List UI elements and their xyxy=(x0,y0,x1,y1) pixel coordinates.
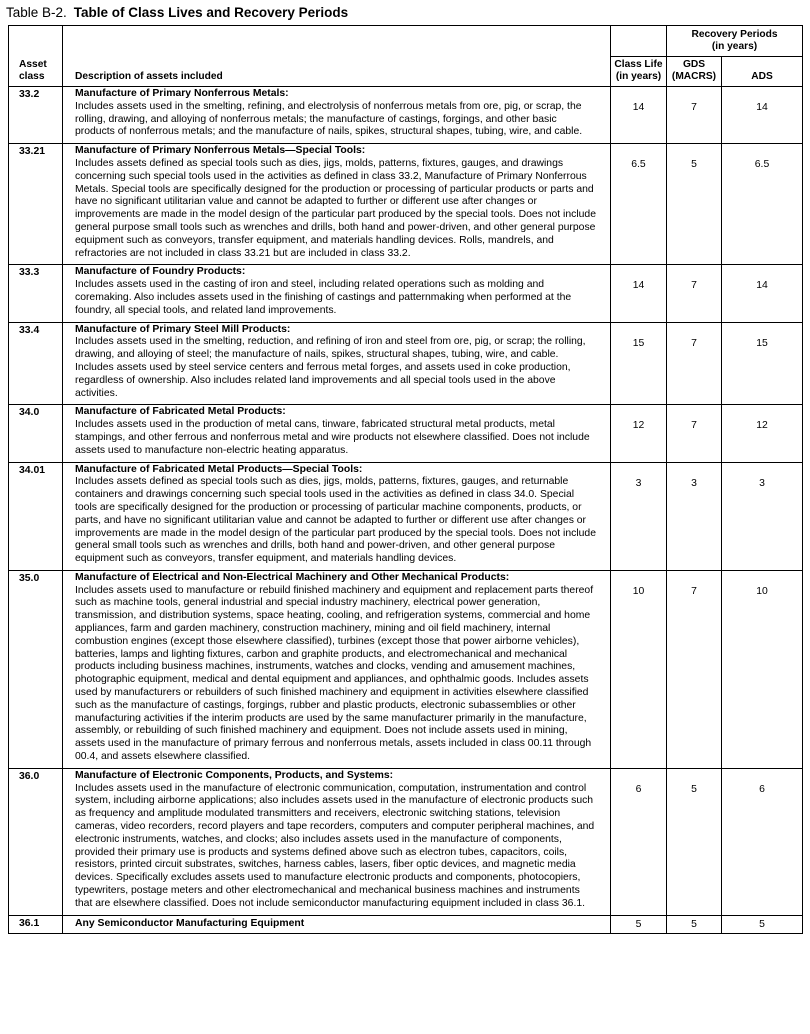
asset-description: Includes assets defined as special tools such as dies, jigs, molds, patterns, fixtures, gauges, and drawings concerning such special tools used in the activities as defined in class 33.2, Manufacture of Primary Nonferrous Metals. Special tools are specifically designed for the production or processing of particular products or parts and have no significant utilitarian value and cannot be adapted to further or different use after changes or improvements are made in the model design of the particular part produced by the special tools. Does not include general purpose small tools such as wrenches and drills, both hand and power-driven, and other general purpose equipment such as conveyors, transfer equipment, and materials handling devices. Rolls, mandrels, and refractories are not included in class 33.21 but are included in class 33.2. xyxy=(75,157,596,259)
class-life-cell: 6 xyxy=(611,768,667,915)
description-cell xyxy=(63,570,611,768)
class-life-cell: 14 xyxy=(611,265,667,322)
asset-class-header-line2: class xyxy=(19,71,45,82)
table-title xyxy=(6,5,810,21)
asset-description: Includes assets used in the smelting, reduction, and refining of iron and steel from ore, pig, or scrap; the rolling, drawing, and alloying of steel; the manufacture of nails, spikes, structural shapes, tubing, wire, and cable. Includes assets used by steel service centers and ferrous metal forges, and assets used in coke production, regardless of ownership. Also includes related land improvements and all special tools used in the above activities. xyxy=(75,336,586,399)
asset-title: Any Semiconductor Manufacturing Equipment xyxy=(75,917,305,929)
class-life-cell: 6.5 xyxy=(611,144,667,265)
ads-cell: 3 xyxy=(722,462,803,570)
recovery-periods-header-line2: (in years) xyxy=(711,41,758,52)
ads-cell: 14 xyxy=(722,265,803,322)
table-number: Table B-2. xyxy=(6,5,67,20)
gds-cell: 7 xyxy=(667,322,722,405)
description-cell xyxy=(63,87,611,144)
table-row xyxy=(9,570,803,768)
table-row xyxy=(9,405,803,462)
gds-cell: 5 xyxy=(667,915,722,934)
description-cell xyxy=(63,768,611,915)
gds-cell: 7 xyxy=(667,87,722,144)
asset-title: Manufacture of Electrical and Non-Electrical Machinery and Other Mechanical Products: xyxy=(75,571,510,583)
gds-cell: 5 xyxy=(667,768,722,915)
ads-cell: 10 xyxy=(722,570,803,768)
recovery-periods-header-line1: Recovery Periods xyxy=(691,29,778,40)
table-row xyxy=(9,322,803,405)
asset-class-cell: 33.3 xyxy=(9,265,63,322)
asset-description: Includes assets used in the casting of iron and steel, including related operations such as molding and coremaking. Also includes assets used in the finishing of castings and patternmaking when performed at the foundry, all special tools, and related land improvements. xyxy=(75,279,572,316)
class-life-cell: 15 xyxy=(611,322,667,405)
asset-class-cell: 33.4 xyxy=(9,322,63,405)
table-row xyxy=(9,462,803,570)
class-life-header-spacer xyxy=(611,26,667,57)
ads-cell: 15 xyxy=(722,322,803,405)
gds-cell: 3 xyxy=(667,462,722,570)
asset-title: Manufacture of Foundry Products: xyxy=(75,266,246,278)
header-row-top xyxy=(9,26,803,57)
ads-cell: 14 xyxy=(722,87,803,144)
gds-cell: 7 xyxy=(667,265,722,322)
asset-description: Includes assets used in the production of metal cans, tinware, fabricated structural metal products, metal stampings, and other ferrous and nonferrous metal and wire products not elsewhere classified. Does not include assets used to manufacture non-electric heating apparatus. xyxy=(75,419,590,456)
recovery-periods-header xyxy=(667,26,803,57)
description-cell xyxy=(63,265,611,322)
asset-class-header-line1: Asset xyxy=(19,59,47,70)
asset-class-cell: 33.21 xyxy=(9,144,63,265)
asset-description: Includes assets defined as special tools such as dies, jigs, molds, patterns, fixtures, gauges, and returnable containers and drawings concerning such special tools used in the activities as defined in class 34.0. Special tools are specifically designed for the production or processing of particular machine components, products, or parts, and have no significant utilitarian value and cannot be adapted to further or different use after changes or improvements are made in the model design of the particular part produced by the special tools. Does not include general small tools such as wrenches and drills, both hand and power-driven, and other general purpose equipment such as conveyors, transfer equipment, and materials handling devices. xyxy=(75,476,596,565)
gds-header-line2: (MACRS) xyxy=(671,71,717,82)
ads-cell: 12 xyxy=(722,405,803,462)
asset-class-cell: 34.01 xyxy=(9,462,63,570)
gds-header xyxy=(667,57,722,87)
description-cell xyxy=(63,144,611,265)
class-life-cell: 3 xyxy=(611,462,667,570)
table-row xyxy=(9,265,803,322)
asset-class-cell: 36.0 xyxy=(9,768,63,915)
ads-header: ADS xyxy=(722,57,803,87)
description-header: Description of assets included xyxy=(63,26,611,87)
class-life-header xyxy=(611,57,667,87)
asset-class-cell: 33.2 xyxy=(9,87,63,144)
asset-title: Manufacture of Fabricated Metal Products: xyxy=(75,406,286,418)
asset-class-cell: 34.0 xyxy=(9,405,63,462)
description-cell xyxy=(63,915,611,934)
class-lives-table xyxy=(8,25,803,934)
asset-description: Includes assets used in the smelting, refining, and electrolysis of nonferrous metals from ore, pig, or scrap, the rolling, drawing, and alloying of nonferrous metals; the manufacture of castings, forgings, and other basic products of nonferrous metals; and the manufacture of nails, spikes, structural shapes, tubing, wire, and cable. xyxy=(75,100,583,138)
table-row xyxy=(9,768,803,915)
asset-class-cell: 36.1 xyxy=(9,915,63,934)
asset-class-cell: 35.0 xyxy=(9,570,63,768)
description-cell xyxy=(63,322,611,405)
gds-cell: 5 xyxy=(667,144,722,265)
ads-cell: 6.5 xyxy=(722,144,803,265)
table-row xyxy=(9,915,803,934)
class-life-cell: 14 xyxy=(611,87,667,144)
class-life-cell: 10 xyxy=(611,570,667,768)
ads-cell: 5 xyxy=(722,915,803,934)
description-cell xyxy=(63,462,611,570)
description-cell xyxy=(63,405,611,462)
table-row xyxy=(9,144,803,265)
asset-class-header xyxy=(9,26,63,87)
table-header xyxy=(9,26,803,87)
table-body xyxy=(9,87,803,934)
asset-title: Manufacture of Electronic Components, Products, and Systems: xyxy=(75,769,394,781)
gds-cell: 7 xyxy=(667,570,722,768)
asset-title: Manufacture of Primary Steel Mill Products: xyxy=(75,323,291,335)
asset-description: Includes assets used to manufacture or rebuild finished machinery and equipment and replacement parts thereof such as machine tools, general industrial and special industry machinery, electrical power generation, transmission, and distribution systems, space heating, cooling, and refrigeration systems, commercial and home appliances, farm and garden machinery, construction machinery, mining and oil field machinery, internal combustion engines (except those elsewhere classified), turbines (except those that power airborne vehicles), batteries, lamps and lighting fixtures, carbon and graphite products, and electromechanical and mechanical products including business machines, instruments, watches and clocks, vending and amusement machines, photographic equipment, medical and dental equipment and appliances, and ophthalmic goods. Includes assets used by manufacturers or rebuilders of such finished machinery and equipment in activities elsewhere classified such as the manufacture of castings, forgings, rubber and plastic products, electronic subassemblies or other manufacturing activities if the interim products are used by the same manufacturer primarily in the manufacture, assembly, or rebuilding of such finished machinery and equipment. Does not include assets used in mining, assets used in the manufacture of primary ferrous and nonferrous metals, assets included in class 00.11 through 00.4, and assets elsewhere classified. xyxy=(75,584,594,763)
ads-cell: 6 xyxy=(722,768,803,915)
table-title-text: Table of Class Lives and Recovery Periods xyxy=(73,5,349,20)
gds-header-line1: GDS xyxy=(682,59,706,70)
class-life-header-line1: Class Life xyxy=(614,59,663,70)
gds-cell: 7 xyxy=(667,405,722,462)
asset-title: Manufacture of Primary Nonferrous Metals: xyxy=(75,88,289,99)
asset-title: Manufacture of Primary Nonferrous Metals—Special Tools: xyxy=(75,145,366,157)
table-row xyxy=(9,87,803,144)
class-life-header-line2: (in years) xyxy=(615,71,662,82)
asset-title: Manufacture of Fabricated Metal Products—Special Tools: xyxy=(75,463,363,475)
class-life-cell: 12 xyxy=(611,405,667,462)
asset-description: Includes assets used in the manufacture of electronic communication, computation, instrumentation and control system, including airborne applications; also includes assets used in the manufacture of electronic products such as frequency and amplitude modulated transmitters and receivers, electronic switching stations, television cameras, video recorders, record players and tape recorders, computers and computer peripheral machines, and electronic instruments, watches, and clocks; also includes assets used in the manufacture of components, provided their primary use is products and systems defined above such as electron tubes, capacitors, coils, resistors, printed circuit substrates, switches, harness cables, lasers, fiber optic devices, and magnetic media devices. Specifically excludes assets used to manufacture electronic products and components, photocopiers, typewriters, postage meters and other electromechanical and mechanical business machines and instruments that are elsewhere classified. Does not include semiconductor manufacturing equipment included in class 36.1. xyxy=(75,782,595,909)
class-life-cell: 5 xyxy=(611,915,667,934)
